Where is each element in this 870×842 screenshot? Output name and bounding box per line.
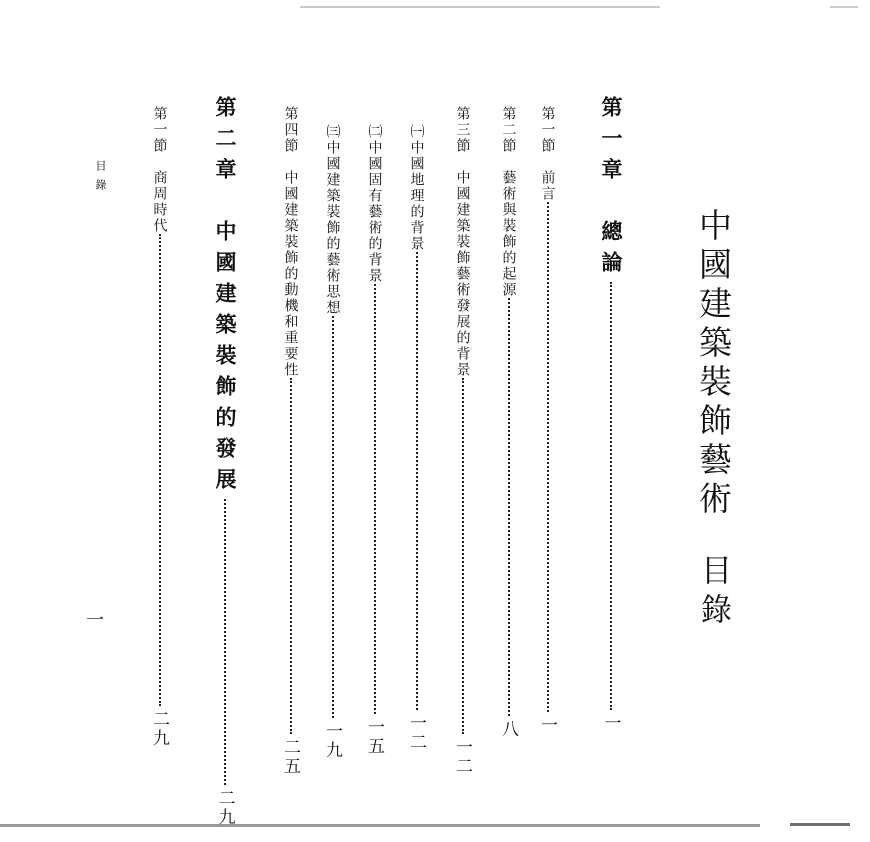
toc-page-number: 一九	[322, 722, 342, 760]
toc-page-number: 一	[600, 714, 621, 733]
toc-entry-section-1-1	[535, 106, 560, 735]
toc-entry-section-1-3	[450, 106, 475, 776]
toc-entry-chapter-2	[210, 96, 240, 827]
toc-entry-label: 第二章 中國建築裝飾的發展	[213, 96, 238, 499]
toc-page-number: 一五	[364, 718, 384, 756]
toc-page-number: 二九	[149, 710, 169, 748]
scan-edge-bottom	[0, 824, 760, 827]
toc-page-number: 二五	[280, 738, 300, 776]
toc-entry-label: 第四節 中國建築裝飾的動機和重要性	[282, 106, 299, 378]
toc-entry-label: 第一節 商周時代	[151, 106, 168, 234]
toc-entry-section-1-2	[496, 106, 521, 739]
toc-entry-subsection-1	[404, 124, 429, 752]
dot-leader	[290, 378, 292, 734]
toc-entry-label: 第三節 中國建築裝飾藝術發展的背景	[454, 106, 471, 378]
toc-page-number: 一二	[452, 738, 472, 776]
dot-leader	[374, 284, 376, 714]
scan-edge-top-right	[830, 6, 858, 8]
toc-page-number: 二九	[214, 789, 235, 827]
toc-entry-section-2-1	[147, 106, 172, 748]
toc-entry-label: 第一節 前言	[539, 106, 556, 202]
toc-entry-label: ㈢中國建築裝飾的藝術思想	[324, 124, 341, 316]
toc-entry-chapter-1	[596, 96, 626, 733]
toc-page-number: 八	[498, 720, 518, 739]
toc-entry-label: 第一章 總論	[599, 96, 624, 282]
dot-leader	[462, 378, 464, 734]
toc-entry-label: 第二節 藝術與裝飾的起源	[500, 106, 517, 298]
dot-leader	[159, 234, 161, 706]
dot-leader	[416, 252, 418, 710]
book-title-column	[690, 208, 737, 632]
toc-page-number: 一二	[406, 714, 426, 752]
toc-entry-label: ㈠中國地理的背景	[408, 124, 425, 252]
dot-leader	[224, 499, 226, 785]
running-head: 目錄	[94, 160, 107, 198]
toc-entry-section-1-4	[278, 106, 303, 776]
folio-number: 一	[86, 610, 104, 631]
book-title: 中國建築裝飾藝術	[694, 208, 733, 520]
toc-entry-label: ㈡中國固有藝術的背景	[366, 124, 383, 284]
scan-edge-top	[300, 6, 660, 8]
scan-edge-bottom-right	[790, 823, 850, 826]
dot-leader	[547, 202, 549, 712]
dot-leader	[508, 298, 510, 716]
dot-leader	[610, 282, 612, 710]
dot-leader	[332, 316, 334, 718]
toc-entry-subsection-2	[362, 124, 387, 756]
toc-page-number: 一	[537, 716, 557, 735]
contents-heading: 目錄	[695, 554, 731, 632]
toc-entry-subsection-3	[320, 124, 345, 760]
